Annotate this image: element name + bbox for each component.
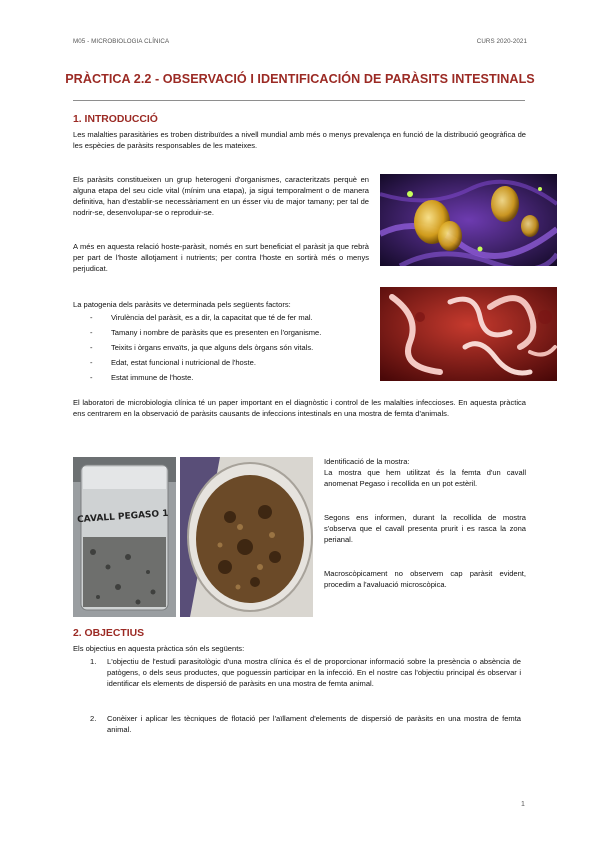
bullet-marker: - [90,373,93,382]
bullet-marker: - [90,343,93,352]
running-header-left: M05 - MICROBIOLOGIA CLÍNICA [73,38,170,45]
page-number: 1 [521,801,525,808]
intro-paragraph-3: A més en aquesta relació hoste-paràsit, només en surt beneficiat el paràsit ja que rebrà per part de l'hoste allotjament i nutrients; per contra l'hoste en sortirà més o menys perjudicat. [73,242,369,273]
section-heading-objectius: 2. OBJECTIUS [73,628,145,639]
sample-jar-photo [73,457,176,617]
sample-content-illustration [180,457,313,617]
parasite-microscopy-image [380,174,557,266]
sample-paragraph-1: La mostra que hem utilitzat és la femta d'un cavall anomenat Pegaso i recollida en un pot estèril. [324,468,526,488]
intro-paragraph-4: El laboratori de microbiologia clínica té un paper important en el diagnòstic i control de les malalties infeccioses. En aquesta pràctica ens centrarem en la observació de paràsits causants de infeccions intestinals en una mostra de femta d'animals. [73,398,526,418]
bullet-marker: - [90,358,93,367]
objectives-intro: Els objectius en aquesta pràctica són els següents: [73,644,245,653]
jar-label-text: CAVALL PEGASO 1 [76,508,169,526]
sample-content-photo [180,457,313,617]
bullet-marker: - [90,313,93,322]
title-divider [73,100,525,101]
objective-number: 1. [90,657,97,666]
running-header-right: CURS 2020-2021 [476,38,527,45]
sample-heading: Identificació de la mostra: [324,457,410,466]
intro-paragraph-2: Els paràsits constitueixen un grup heterogeni d'organismes, caracteritzats perquè en alguna etapa del seu cicle vital (mínim una etapa), ja sigui temporalment o de manera definitiva, han d'establir-se necessàriament en un ésser viu de major tamany; per tal de nodrir-se, desenvolupar-se o reproduir-se. [73,175,369,217]
page-title: PRÀCTICA 2.2 - OBSERVACIÓ I IDENTIFICACIÓN DE PARÀSITS INTESTINALS [65,72,535,86]
sample-paragraph-2: Segons ens informen, durant la recollida de mostra s'observa que el cavall presenta prurit i es rasca la zona perianal. [324,513,526,544]
section-heading-introduccio: 1. INTRODUCCIÓ [73,114,158,125]
intro-paragraph-1: Les malalties parasitàries es troben distribuïdes a nivell mundial amb més o menys prevalença en funció de la distribució geogràfica de les espècies de paràsits responsables de les mateixes. [73,130,526,150]
factors-intro: La patogenia dels paràsits ve determinada pels següents factors: [73,300,291,309]
sample-jar-illustration [73,457,176,617]
parasite-microscopy-illustration [380,174,557,266]
objective-text: L'objectiu de l'estudi parasitològic d'una mostra clínica és el de proporcionar informació sobre la presència o absència de patògens, o dels seus productes, que poguessin participar en la infecció. En el nostre cas l'objectiu principal és observar i identificar els elements de dispersió de paràsits en una mostra de femta animal. [107,657,521,688]
bullet-marker: - [90,328,93,337]
worms-illustration [380,287,557,381]
sample-paragraph-3: Macroscòpicament no observem cap paràsit evident, procedim a l'avaluació microscòpica. [324,569,526,589]
objective-text: Conèixer i aplicar les tècniques de flotació per l'aïllament d'elements de dispersió de paràsits en una mostra de femta animal. [107,714,521,734]
worms-image [380,287,557,381]
objective-number: 2. [90,714,97,723]
